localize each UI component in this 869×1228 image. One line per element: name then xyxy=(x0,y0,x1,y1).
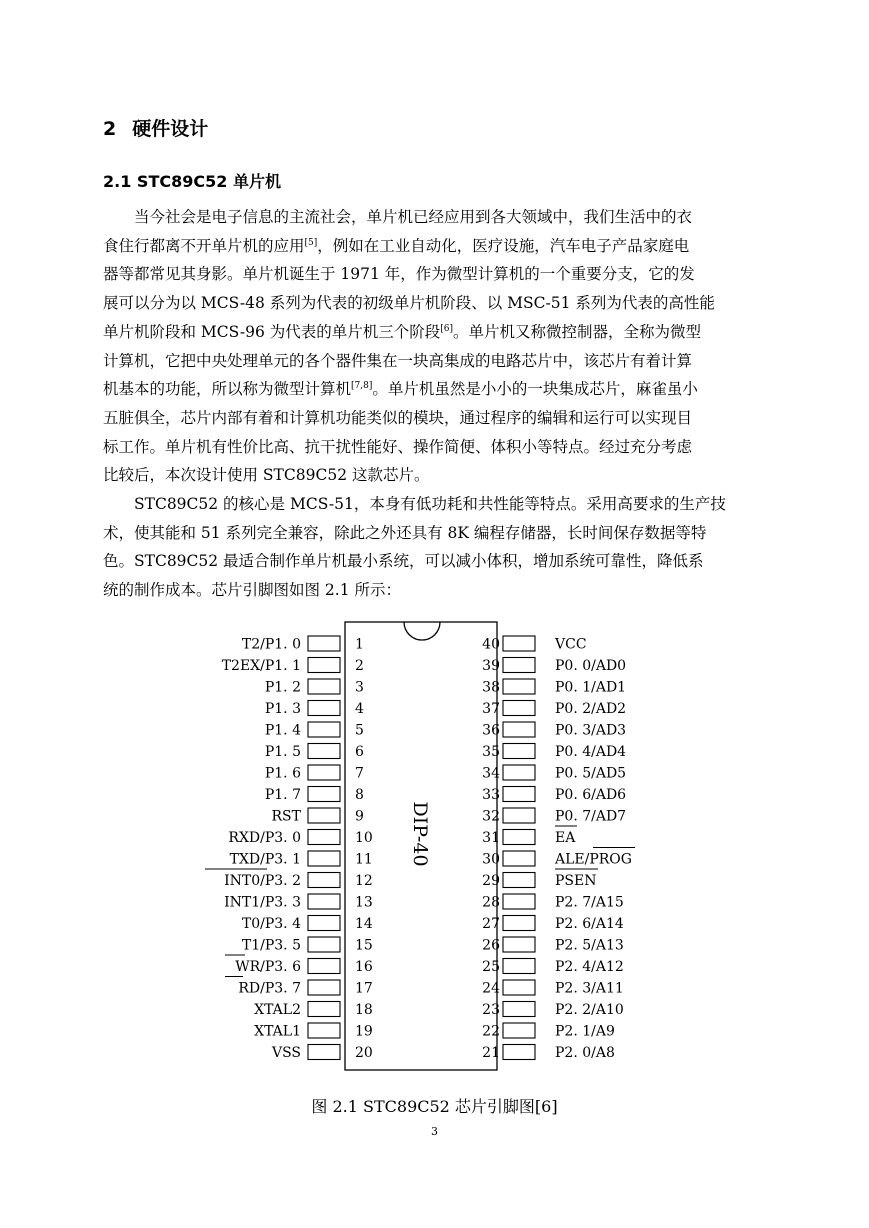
pin-label: XTAL1 xyxy=(254,1023,301,1040)
pin-box xyxy=(503,937,535,952)
citation: [7,8] xyxy=(351,381,373,392)
chapter-title: 硬件设计 xyxy=(132,118,209,140)
page-number: 3 xyxy=(431,1125,438,1138)
pin-box xyxy=(503,1002,535,1017)
pin-box xyxy=(503,744,535,759)
pin-box xyxy=(503,980,535,995)
pin-label: VSS xyxy=(271,1045,301,1061)
pin-box xyxy=(308,873,340,888)
pin-box xyxy=(308,658,340,673)
pin-box xyxy=(308,679,340,694)
pin-box xyxy=(308,937,340,952)
pin-number: 26 xyxy=(482,937,500,954)
pin-label: RST xyxy=(271,808,301,825)
paragraph-1-line: 比较后，本次设计使用 STC89C52 这款芯片。 xyxy=(103,466,430,485)
pin-label: P2. 6/A14 xyxy=(555,916,624,932)
pin-box xyxy=(503,679,535,694)
chapter-heading xyxy=(103,114,208,141)
pin-box xyxy=(503,765,535,780)
pin-box xyxy=(308,851,340,866)
paragraph-2-line: 术，使其能和 51 系列完全兼容，除此之外还具有 8K 编程存储器，长时间保存数据等特 xyxy=(103,523,707,542)
pin-box xyxy=(503,959,535,974)
pin-number: 18 xyxy=(355,1002,373,1018)
pin-label: T1/P3. 5 xyxy=(241,937,301,954)
pin-label: P0. 7/AD7 xyxy=(555,808,627,825)
pin-label: PSEN xyxy=(555,873,597,889)
pin-number: 32 xyxy=(482,808,500,825)
pin-box xyxy=(308,916,340,931)
pin-number: 6 xyxy=(355,744,364,760)
pin-label: P0. 6/AD6 xyxy=(555,787,627,803)
paragraph-2 xyxy=(103,490,766,605)
pin-box xyxy=(503,658,535,673)
pin-label: P2. 0/A8 xyxy=(555,1045,615,1061)
pin-number: 27 xyxy=(482,916,500,932)
pin-number: 21 xyxy=(482,1045,500,1061)
citation: [5] xyxy=(304,237,318,248)
pin-label: RD/P3. 7 xyxy=(238,980,301,997)
chapter-number: 2 xyxy=(103,118,117,140)
paragraph-1-line: 机基本的功能，所以称为微型计算机[7,8]。单片机虽然是小小的一块集成芯片，麻雀虽小 xyxy=(103,380,698,399)
pin-label: P2. 2/A10 xyxy=(555,1002,624,1018)
pin-label: P0. 2/AD2 xyxy=(555,701,627,717)
pin-number: 10 xyxy=(355,830,373,846)
pin-label: P1. 4 xyxy=(264,722,301,739)
pin-number: 33 xyxy=(482,787,500,803)
pin-box xyxy=(308,722,340,737)
pin-box xyxy=(503,808,535,823)
pin-label: T2/P1. 0 xyxy=(241,636,301,653)
pin-number: 30 xyxy=(482,851,500,868)
pin-number: 22 xyxy=(482,1023,500,1040)
pin-number: 19 xyxy=(355,1023,373,1040)
pin-label: INT1/P3. 3 xyxy=(224,894,301,911)
pin-number: 2 xyxy=(355,658,364,674)
package-label: DIP-40 xyxy=(409,801,431,867)
pin-box xyxy=(503,894,535,909)
pin-box xyxy=(308,1045,340,1060)
pin-box xyxy=(308,1023,340,1038)
pin-label: P2. 5/A13 xyxy=(555,937,624,954)
paragraph-1-line: 器等都常见其身影。单片机诞生于 1971 年，作为微型计算机的一个重要分支，它的发 xyxy=(103,265,695,284)
pin-number: 11 xyxy=(355,851,373,868)
paragraph-1-line: 食住行都离不开单片机的应用[5]，例如在工业自动化，医疗设施，汽车电子产品家庭电 xyxy=(103,236,690,255)
chip-notch xyxy=(404,622,440,640)
pin-label: INT0/P3. 2 xyxy=(224,873,301,889)
pin-number: 15 xyxy=(355,937,373,954)
pin-label: XTAL2 xyxy=(254,1002,301,1018)
paragraph-1 xyxy=(103,203,766,490)
pin-number: 36 xyxy=(482,722,500,739)
paragraph-1-line: 展可以分为以 MCS-48 系列为代表的初级单片机阶段、以 MSC-51 系列为代表的高性能 xyxy=(103,294,715,313)
pin-number: 39 xyxy=(482,658,500,674)
pin-box xyxy=(308,830,340,845)
pin-label: P2. 3/A11 xyxy=(555,980,624,997)
pin-label: T0/P3. 4 xyxy=(241,916,301,932)
pin-number: 23 xyxy=(482,1002,500,1018)
section-heading: 2.1 STC89C52 单片机 xyxy=(103,172,281,191)
citation: [6] xyxy=(440,323,453,334)
pin-number: 3 xyxy=(355,679,364,696)
paragraph-2-line: 统的制作成本。芯片引脚图如图 2.1 所示： xyxy=(103,581,402,600)
pin-box xyxy=(308,765,340,780)
pin-box xyxy=(503,722,535,737)
paragraph-1-line: 当今社会是电子信息的主流社会，单片机已经应用到各大领域中，我们生活中的衣 xyxy=(134,208,693,226)
pin-number: 7 xyxy=(355,765,364,782)
figure-caption: 图 2.1 STC89C52 芯片引脚图[6] xyxy=(311,1097,558,1116)
pin-number: 31 xyxy=(482,830,500,846)
pin-number: 13 xyxy=(355,894,373,911)
pin-number: 16 xyxy=(355,959,373,975)
pin-label: P0. 4/AD4 xyxy=(555,744,627,760)
pin-box xyxy=(503,851,535,866)
pin-label: P0. 1/AD1 xyxy=(555,679,627,696)
pin-box xyxy=(308,808,340,823)
pin-number: 24 xyxy=(482,980,500,997)
pin-number: 38 xyxy=(482,679,500,696)
pin-number: 28 xyxy=(482,894,500,911)
pin-box xyxy=(308,701,340,716)
pin-number: 25 xyxy=(482,959,500,975)
pin-label: P2. 7/A15 xyxy=(555,894,624,911)
pin-label: P2. 4/A12 xyxy=(555,959,624,975)
pin-number: 14 xyxy=(355,916,373,932)
pin-number: 12 xyxy=(355,873,373,889)
paragraph-1-line: 五脏俱全，芯片内部有着和计算机功能类似的模块，通过程序的编辑和运行可以实现目 xyxy=(103,408,693,427)
pin-box xyxy=(503,787,535,802)
pin-box xyxy=(503,701,535,716)
pin-diagram xyxy=(195,620,655,1075)
pin-label: T2EX/P1. 1 xyxy=(221,658,301,674)
pin-label: P2. 1/A9 xyxy=(555,1023,615,1040)
pin-number: 8 xyxy=(355,787,364,803)
pin-label: EA xyxy=(555,830,576,846)
pin-label: TXD/P3. 1 xyxy=(229,851,301,868)
paragraph-1-line: 计算机，它把中央处理单元的各个器件集在一块高集成的电路芯片中，该芯片有着计算 xyxy=(103,351,693,370)
pin-box xyxy=(308,636,340,651)
pin-box xyxy=(503,1045,535,1060)
pin-number: 34 xyxy=(482,765,500,782)
paragraph-2-line: STC89C52 的核心是 MCS-51，本身有低功耗和共性能等特点。采用高要求的生产技 xyxy=(134,495,726,513)
pin-number: 35 xyxy=(482,744,500,760)
pin-box xyxy=(503,636,535,651)
pin-label: VCC xyxy=(555,636,587,653)
pin-box xyxy=(503,830,535,845)
pin-box xyxy=(503,916,535,931)
pin-label: P1. 5 xyxy=(264,744,301,760)
pin-box xyxy=(503,1023,535,1038)
pin-label: WR/P3. 6 xyxy=(235,959,301,975)
pin-label: ALE/PROG xyxy=(555,851,632,868)
paragraph-1-line: 标工作。单片机有性价比高、抗干扰性能好、操作简便、体积小等特点。经过充分考虑 xyxy=(103,437,693,456)
pin-label: P1. 7 xyxy=(264,787,301,803)
pin-box xyxy=(308,1002,340,1017)
pin-number: 20 xyxy=(355,1045,373,1061)
pin-box xyxy=(308,744,340,759)
pin-number: 40 xyxy=(482,636,500,653)
pin-label: P1. 2 xyxy=(264,679,301,696)
pin-number: 9 xyxy=(355,808,364,825)
pin-number: 1 xyxy=(355,636,364,653)
pin-number: 29 xyxy=(482,873,500,889)
pin-number: 37 xyxy=(482,701,500,717)
pin-number: 5 xyxy=(355,722,364,739)
pin-box xyxy=(503,873,535,888)
pin-box xyxy=(308,959,340,974)
paragraph-2-line: 色。STC89C52 最适合制作单片机最小系统，可以减小体积，增加系统可靠性，降低系 xyxy=(103,552,704,571)
pin-box xyxy=(308,787,340,802)
pin-label: RXD/P3. 0 xyxy=(228,830,301,846)
pin-label: P0. 0/AD0 xyxy=(555,658,627,674)
pin-label: P1. 6 xyxy=(264,765,301,782)
pin-label: P0. 5/AD5 xyxy=(555,765,627,782)
pin-box xyxy=(308,980,340,995)
pin-number: 17 xyxy=(355,980,373,997)
paragraph-1-line: 单片机阶段和 MCS-96 为代表的单片机三个阶段[6]。单片机又称微控制器，全称为微型 xyxy=(103,322,701,341)
pin-label: P0. 3/AD3 xyxy=(555,722,627,739)
pin-label: P1. 3 xyxy=(264,701,301,717)
pin-number: 4 xyxy=(355,701,364,717)
pin-box xyxy=(308,894,340,909)
